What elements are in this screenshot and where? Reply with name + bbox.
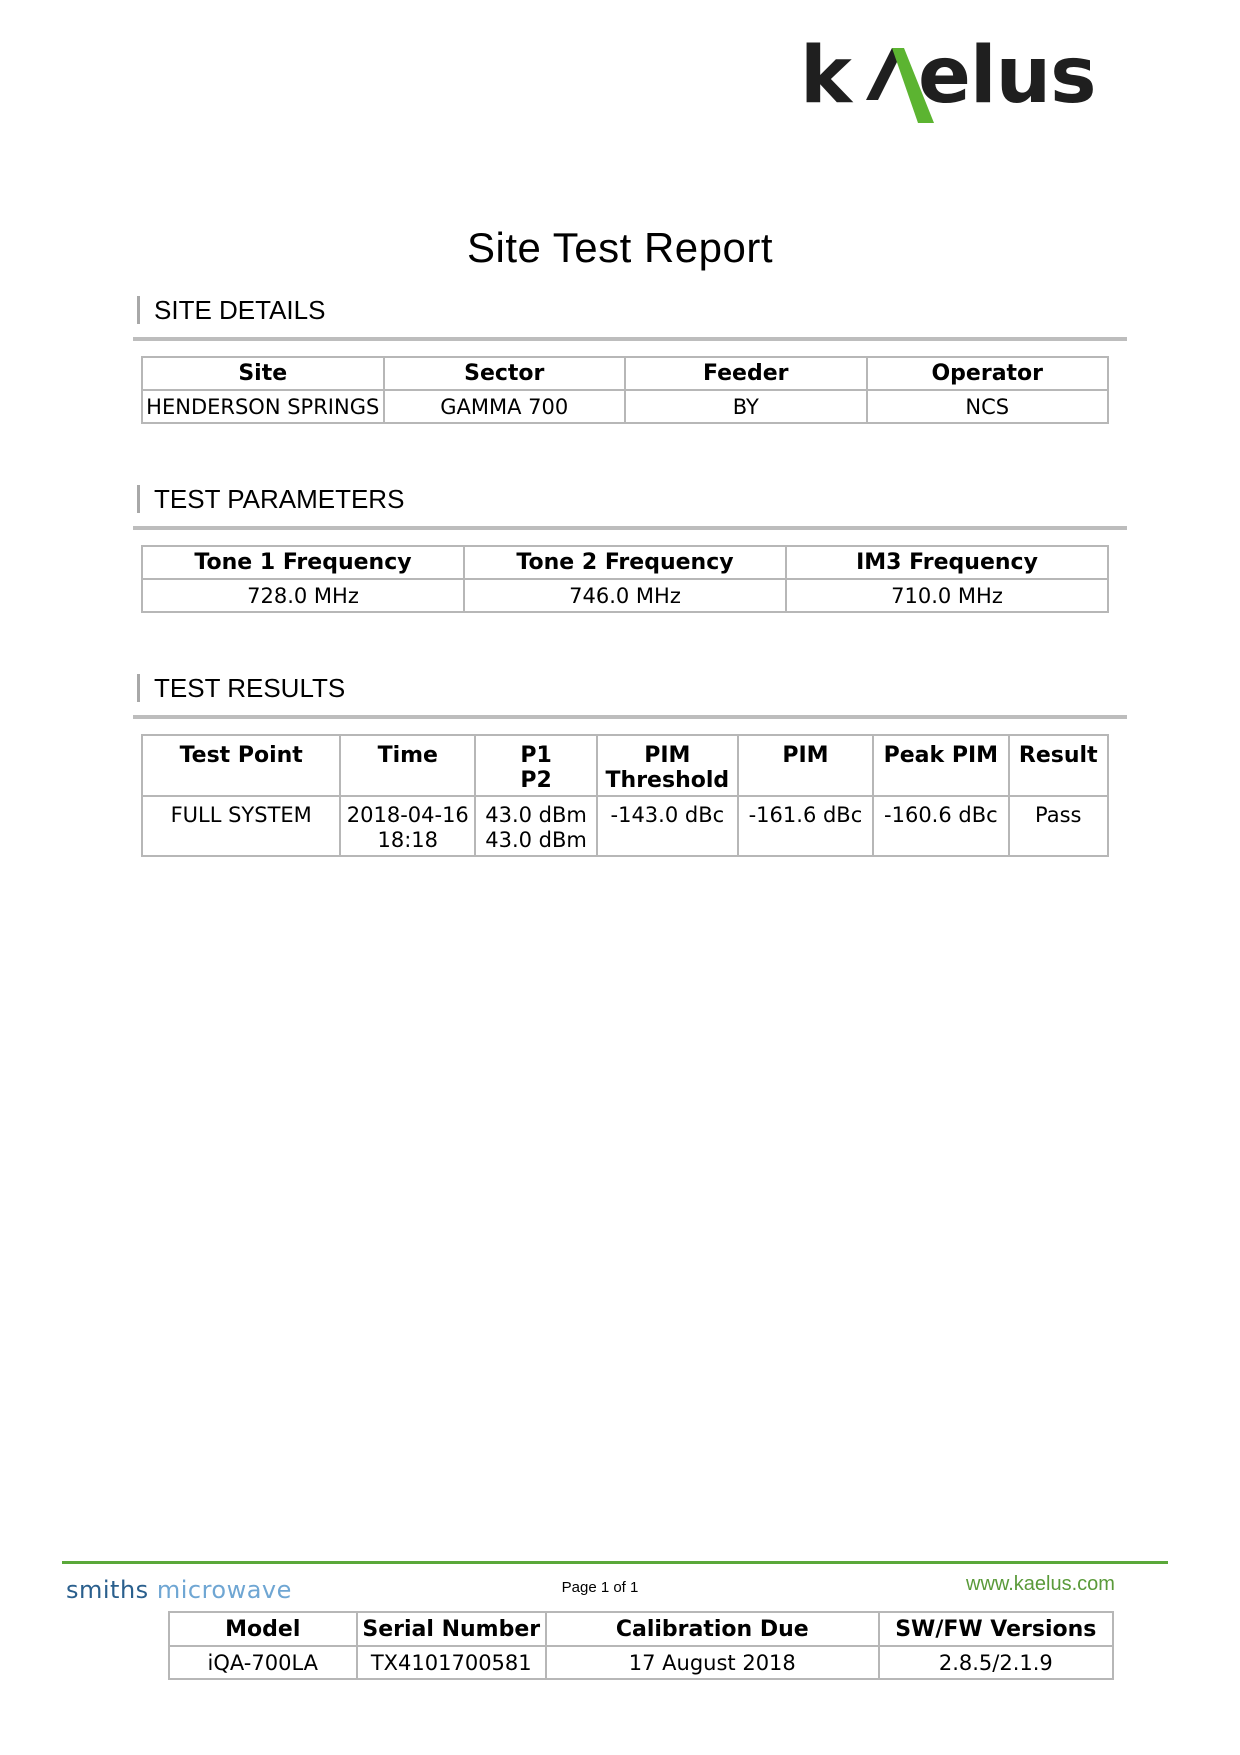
kaelus-logo	[800, 30, 1130, 135]
column-header: Tone 1 Frequency	[142, 546, 464, 579]
feeder-value: BY	[625, 390, 867, 423]
site-details-section	[133, 290, 1127, 341]
column-header: Site	[142, 357, 384, 390]
pim-value: -161.6 dBc	[738, 796, 873, 856]
section-divider	[133, 337, 1127, 341]
peak-pim-value: -160.6 dBc	[873, 796, 1008, 856]
section-heading: TEST RESULTS	[154, 672, 346, 703]
serial-number-value: TX4101700581	[357, 1646, 546, 1679]
section-marker	[137, 296, 140, 324]
column-header: PIM	[738, 735, 873, 796]
column-header: Calibration Due	[546, 1612, 879, 1646]
tone1-frequency-value: 728.0 MHz	[142, 579, 464, 612]
table-row	[142, 390, 1108, 423]
smiths-microwave-logo: smiths microwave	[66, 1576, 292, 1604]
test-parameters-section	[133, 479, 1127, 530]
column-header: Tone 2 Frequency	[464, 546, 786, 579]
svg-text:elus: elus	[918, 31, 1096, 121]
column-header: SW/FW Versions	[879, 1612, 1113, 1646]
im3-frequency-value: 710.0 MHz	[786, 579, 1108, 612]
column-header: PIM Threshold	[597, 735, 738, 796]
column-header: Time	[340, 735, 475, 796]
operator-value: NCS	[867, 390, 1109, 423]
power-value: 43.0 dBm 43.0 dBm	[475, 796, 597, 856]
footer-divider	[62, 1561, 1168, 1564]
column-header: Sector	[384, 357, 626, 390]
test-point-value: FULL SYSTEM	[142, 796, 340, 856]
column-header: IM3 Frequency	[786, 546, 1108, 579]
website-link[interactable]: www.kaelus.com	[966, 1573, 1115, 1595]
column-header: Feeder	[625, 357, 867, 390]
section-marker	[137, 485, 140, 513]
section-heading: SITE DETAILS	[154, 294, 326, 325]
versions-value: 2.8.5/2.1.9	[879, 1646, 1113, 1679]
column-header: Model	[169, 1612, 357, 1646]
model-value: iQA-700LA	[169, 1646, 357, 1679]
result-value: Pass	[1009, 796, 1108, 856]
device-info-table	[168, 1611, 1114, 1680]
section-marker	[137, 674, 140, 702]
column-header: Peak PIM	[873, 735, 1008, 796]
site-value: HENDERSON SPRINGS	[142, 390, 384, 423]
tone2-frequency-value: 746.0 MHz	[464, 579, 786, 612]
column-header: Result	[1009, 735, 1108, 796]
column-header: Operator	[867, 357, 1109, 390]
sector-value: GAMMA 700	[384, 390, 626, 423]
section-divider	[133, 715, 1127, 719]
site-details-table	[141, 356, 1109, 424]
table-row	[142, 579, 1108, 612]
column-header: P1 P2	[475, 735, 597, 796]
test-parameters-table	[141, 545, 1109, 613]
table-row	[169, 1646, 1113, 1679]
page-number: Page 1 of 1	[561, 1579, 639, 1596]
column-header: Serial Number	[357, 1612, 546, 1646]
page-title: Site Test Report	[466, 224, 774, 272]
section-divider	[133, 526, 1127, 530]
calibration-due-value: 17 August 2018	[546, 1646, 879, 1679]
svg-text:k: k	[800, 31, 850, 121]
time-value: 2018-04-16 18:18	[340, 796, 475, 856]
table-row	[142, 796, 1108, 856]
test-results-section	[133, 668, 1127, 719]
column-header: Test Point	[142, 735, 340, 796]
section-heading: TEST PARAMETERS	[154, 483, 405, 514]
test-results-table	[141, 734, 1109, 857]
pim-threshold-value: -143.0 dBc	[597, 796, 738, 856]
